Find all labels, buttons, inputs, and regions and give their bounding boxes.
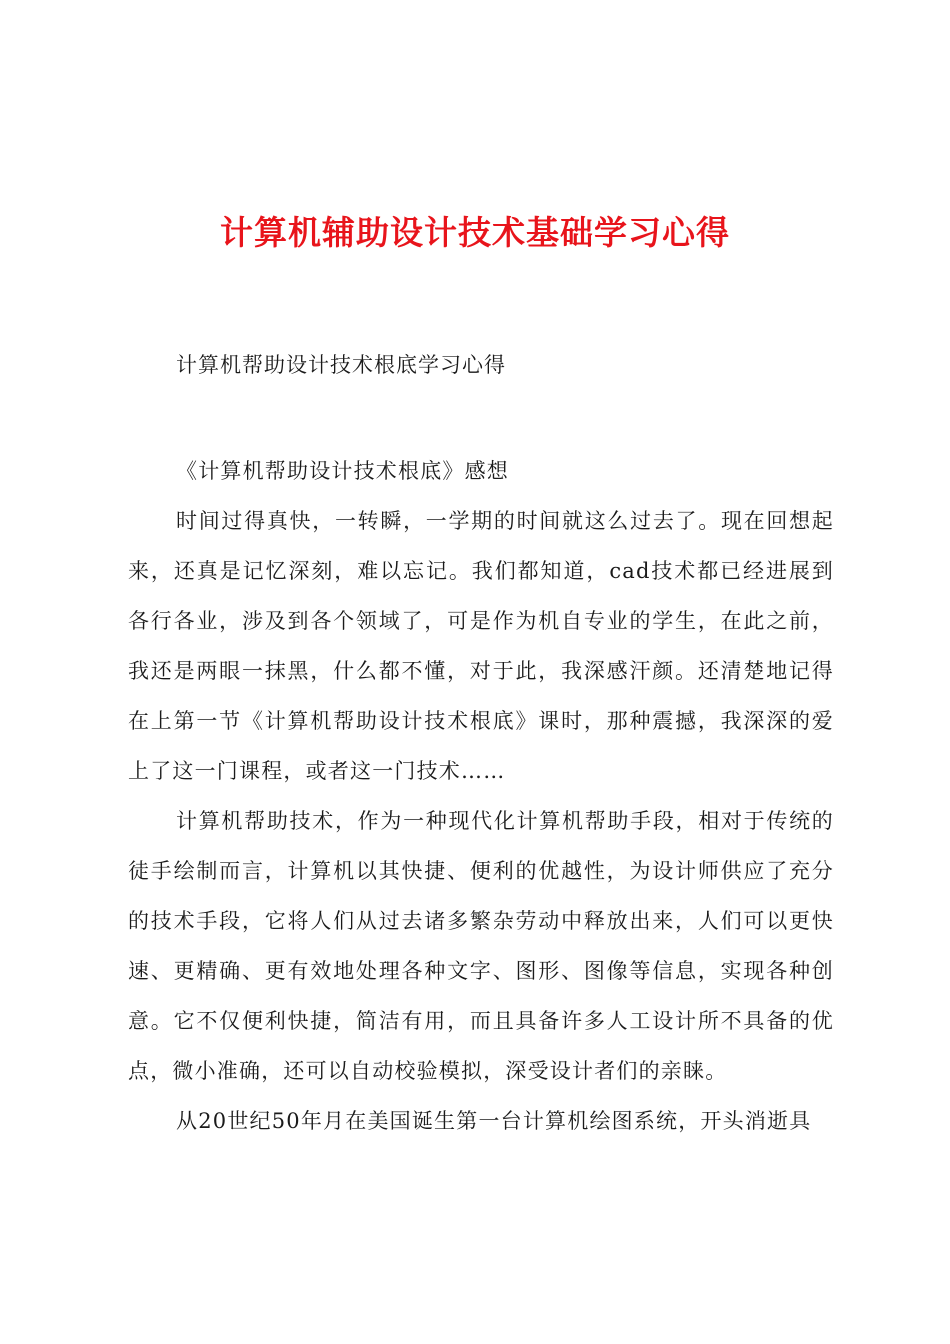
document-body [128, 446, 834, 1146]
document-subtitle: 计算机帮助设计技术根底学习心得 [176, 353, 506, 377]
paragraph-2: 计算机帮助技术，作为一种现代化计算机帮助手段，相对于传统的徒手绘制而言，计算机以其快捷、便利的优越性，为设计师供应了充分的技术手段，它将人们从过去诸多繁杂劳动中释放出来，人们可以更快速、更精确、更有效地处理各种文字、图形、图像等信息，实现各种创意。它不仅便利快捷，简洁有用，而且具备许多人工设计所不具备的优点，微小准确，还可以自动校验模拟，深受设计者们的亲睐。 [128, 809, 834, 1083]
document-title: 计算机辅助设计技术基础学习心得 [220, 213, 730, 252]
paragraph-1: 时间过得真快，一转瞬，一学期的时间就这么过去了。现在回想起来，还真是记忆深刻，难以忘记。我们都知道，cad技术都已经进展到各行各业，涉及到各个领域了，可是作为机自专业的学生，在此之前，我还是两眼一抹黑，什么都不懂，对于此，我深感汗颜。还清楚地记得在上第一节《计算机帮助设计技术根底》课时，那种震撼，我深深的爱上了这一门课程，或者这一门技术…… [128, 509, 834, 783]
paragraph-3: 从20世纪50年月在美国诞生第一台计算机绘图系统，开头消逝具 [176, 1109, 812, 1133]
essay-heading: 《计算机帮助设计技术根底》感想 [176, 459, 509, 483]
